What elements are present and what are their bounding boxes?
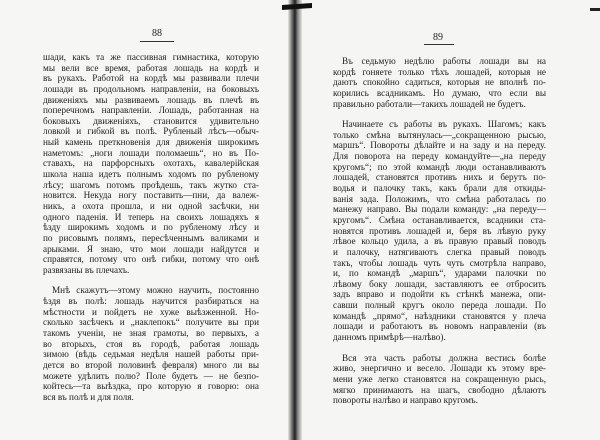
text-line: лошади въ продольномъ направленіи, на боковыхъ	[43, 83, 259, 94]
text-line: мѣстности и пойдетъ не хуже выѣзженной. Но-	[43, 306, 259, 317]
text-line: койтесь—та выѣздка, про которую я говорю: она	[43, 381, 259, 392]
paragraph	[43, 285, 259, 402]
paragraph	[333, 353, 546, 406]
text-line: ѣздя въ полѣ: лошадь научится разбираться на	[43, 296, 259, 307]
left-page-body	[43, 52, 259, 403]
text-line: школа наша идетъ полнымъ ходомъ по рубленому	[43, 169, 259, 180]
text-line: савши полный кругъ около переда лошади. По	[333, 300, 546, 311]
text-line: только смѣна вытянулась—„сокращенною рысью,	[333, 129, 546, 140]
text-line: вся въ полѣ и для поля.	[43, 391, 134, 402]
text-line: лѣвому боку лошади, заставляютъ ее отбросить	[333, 278, 546, 289]
text-line: одного паденія. И теперь на своихъ лошадяхъ я	[43, 211, 259, 222]
text-line: по рисовымъ полямъ, пересѣченнымъ валиками и	[43, 232, 259, 243]
text-line: лошадей, становятся противъ нихъ и берутъ по-	[333, 172, 546, 183]
text-line: дется во второй половинѣ февраля) много ли вы	[43, 359, 259, 370]
paragraph-gap	[333, 343, 546, 353]
text-line: боковыхъ движеніяхъ, становится удивительно	[43, 115, 259, 126]
text-line: Въ седьмую недѣлю работы лошади вы на	[342, 56, 546, 66]
text-line: ловкой и гибкой въ полѣ. Рубленый лѣсъ—обыч-	[43, 126, 259, 137]
text-line: развязаны въ плечахъ.	[43, 264, 130, 275]
text-line: Начинаете съ работы въ рукахъ. Шагомъ; какъ	[342, 119, 546, 130]
right-page-body	[333, 56, 546, 406]
text-line: такъ, чтобы лошадь чуть чуть смотрѣла направо,	[333, 257, 546, 268]
text-line: кордѣ гоняете только тѣхъ лошадей, которыя не	[333, 66, 546, 77]
text-line: Для поворота на переду командуйте—„на переду	[333, 151, 546, 162]
text-line: и, по командѣ „маршъ“, ударами палочки по	[333, 268, 546, 279]
paragraph	[43, 52, 259, 275]
text-line: во вторыхъ, стоя въ городѣ, работая лошадь	[43, 338, 259, 349]
page-edge-mark	[590, 8, 600, 11]
text-line: манежу направо. Вы подали команду: „на переду—	[333, 204, 546, 215]
text-line: водья и палочку такъ, какъ брали для откиды-	[333, 183, 546, 194]
text-line: мы вели все время, работая лошадь на кордѣ и	[43, 62, 259, 73]
text-line: и палочку, натягиваютъ слегка правый поводъ	[333, 246, 546, 257]
text-line: поперечномъ направленіи. Лошадь, работанная на	[43, 105, 259, 116]
text-line: даютъ спокойно садиться, которыя не вполнѣ по-	[333, 77, 546, 88]
text-line: никъ, а охота прошла, и ни одной засѣчки, ни	[43, 200, 259, 211]
text-line: маршъ“. Повороты дѣлайте и на заду и на переду.	[333, 140, 546, 151]
text-line: ѣзду широкимъ ходомъ и по рубленому лѣсу и	[43, 222, 259, 233]
text-line: лѣсу; шагомъ потомъ проѣдешь, такъ жутко ста-	[43, 179, 259, 190]
text-line: мени уже легко становятся на сокращенную рысь,	[333, 373, 546, 384]
text-line: ставахъ, на парфорсныхъ охотахъ, кавалерійская	[43, 158, 259, 169]
page-number-rule	[140, 41, 174, 42]
text-line: лошади и работаютъ въ новомъ направленіи (въ	[333, 321, 546, 332]
text-line: корились всадникамъ. Но думаю, что если вы	[333, 87, 546, 98]
text-line: шади, какъ та же пассивная гимнастика, которую	[43, 52, 259, 62]
text-line: въ рукахъ. Работой на кордѣ мы развивали плечи	[43, 73, 259, 84]
text-line: новятся противъ лошадей и, беря въ лѣвую руку	[333, 225, 546, 236]
text-line: справятся, потому что онѣ гибки, потому что онѣ	[43, 254, 259, 265]
left-page	[0, 0, 292, 440]
text-line: кругомъ“. Смѣна останавливается, всадники ста-	[333, 214, 546, 225]
text-line: сколько засѣчекъ и „наклепокъ“ получите вы при	[43, 317, 259, 328]
text-line: движеніяхъ мы развиваемъ лошадь въ плечѣ въ	[43, 94, 259, 105]
text-line: арыками. Я знаю, что мои лошади найдутся и	[43, 243, 259, 254]
page-number-right: 89	[433, 32, 443, 43]
paragraph	[333, 56, 546, 109]
book-spine	[288, 0, 302, 440]
text-line: можете удѣлить полю? Поле будетъ — не безпо-	[43, 370, 259, 381]
page-number-rule	[424, 44, 454, 45]
text-line: Мнѣ скажутъ—этому можно научить, постоянно	[52, 285, 259, 296]
text-line: ванія зада. Положимъ, что смѣна работалась по	[333, 193, 546, 204]
text-line: новится. Некуда ногу поставить—пни, да валеж-	[43, 190, 259, 201]
text-line: мягко принимаютъ на шагъ, свободно дѣлаютъ	[333, 384, 546, 395]
page-number-left: 88	[152, 28, 162, 39]
right-page	[300, 0, 600, 440]
text-line: ный камень преткновенія для движенія широкимъ	[43, 137, 259, 148]
paragraph-gap	[333, 109, 546, 119]
text-line: лѣвое кольцо удила, а въ правую правый поводъ	[333, 236, 546, 247]
text-line: командѣ „прямо“, наѣздники становятся у плеча	[333, 310, 546, 321]
text-line: такомъ ученіи, не зная грамоты, во первыхъ, а	[43, 328, 259, 339]
text-line: зимою (вѣдь седьмая недѣля нашей работы при-	[43, 349, 259, 360]
text-line: живо, энергично и весело. Лошади къ этому вре-	[333, 363, 546, 374]
text-line: кругомъ“; по этой командѣ люди останавливаютъ	[333, 161, 546, 172]
text-line: задъ вправо и подойти къ стѣнкѣ манежа, опи-	[333, 289, 546, 300]
paragraph-gap	[43, 275, 259, 285]
text-line: правильно работали—такихъ лошадей не будетъ.	[333, 98, 526, 109]
text-line: Вся эта часть работы должна вестись болѣе	[342, 352, 546, 363]
text-line: повороты налѣво и направо кругомъ.	[333, 395, 478, 406]
text-line: данномъ примѣрѣ—налѣво).	[333, 332, 446, 343]
text-line: наметомъ: „ноги лошади поломаешь“, но въ По-	[43, 147, 259, 158]
paragraph	[333, 119, 546, 342]
